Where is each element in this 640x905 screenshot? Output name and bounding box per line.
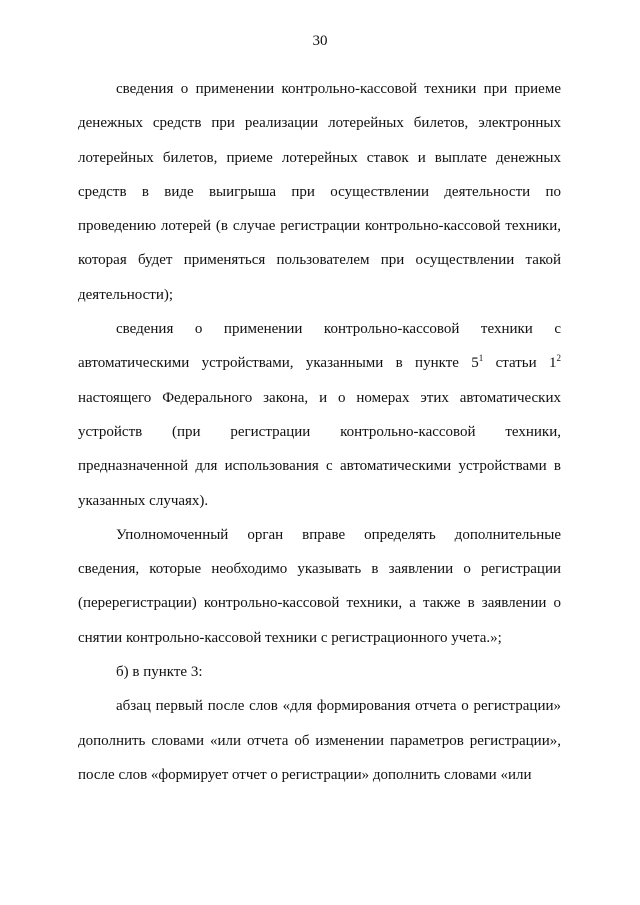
paragraph-automatic-devices-part2: статьи 1 [483,355,557,372]
paragraph-automatic-devices [78,312,561,518]
paragraph-lottery-cct-info: сведения о применении контрольно-кассовой техники при приеме денежных средств при реализации лотерейных билетов, электронных лотерейных билетов, приеме лотерейных ставок и выплате денежных средств в виде выигрыша при осуществлении деятельности по проведению лотерей (в случае регистрации контрольно-кассовой техники, которая будет применяться пользователем при осуществлении такой деятельности); [78,81,561,303]
footnote-sup-article: 2 [556,353,561,364]
page-number: 30 [312,33,328,49]
paragraph-item-b: б) в пункте 3: [116,664,203,681]
paragraph-automatic-devices-part1: сведения о применении контрольно-кассовой техники с автоматическими устройствами, указанными в пункте 5 [78,321,561,372]
body-text [78,72,561,792]
footnote-sup-point: 1 [478,353,484,364]
paragraph-first-abzac: абзац первый после слов «для формирования отчета о регистрации» дополнить словами «или отчета об изменении параметров регистрации», после слов «формирует отчет о регистрации» дополнить словами «или [78,698,561,783]
paragraph-automatic-devices-part3: настоящего Федерального закона, и о номерах этих автоматических устройств (при регистрации контрольно-кассовой техники, предназначенной для использования с автоматическими устройствами в указанных случаях). [78,389,561,509]
paragraph-authorized-body: Уполномоченный орган вправе определять дополнительные сведения, которые необходимо указывать в заявлении о регистрации (перерегистрации) контрольно-кассовой техники, а также в заявлении о снятии контрольно-кассовой техники с регистрационного учета.»; [78,526,561,646]
